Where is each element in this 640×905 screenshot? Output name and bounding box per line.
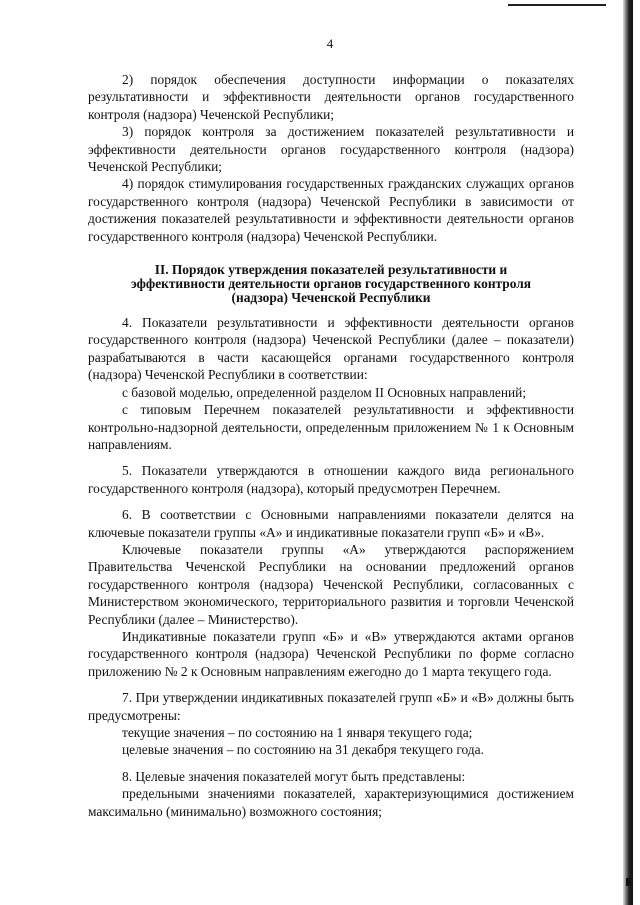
paragraph-4-item-2: с типовым Перечнем показателей результативности и эффективности контрольно-надзорной деятельности, определенным приложением № 1 к Основным направлениям.: [88, 402, 574, 452]
heading-line: эффективности деятельности органов государственного контроля: [130, 276, 532, 292]
paragraph-4: 4. Показатели результативности и эффективности деятельности органов государственного контроля (надзора) Чеченской Республики (далее – показатели) разрабатываются в части касающейся органами государственного контроля (надзора) Чеченской Республики в соответствии:: [88, 315, 574, 383]
page-number: 4: [326, 36, 334, 51]
list-item-2: 2) порядок обеспечения доступности информации о показателях результативности и эффективности деятельности органов государственного контроля (надзора) Чеченской Республики;: [88, 72, 574, 122]
list-item-3: 3) порядок контроля за достижением показателей результативности и эффективности деятельности органов государственного контроля (надзора) Чеченской Республики;: [88, 124, 574, 175]
paragraph-8-limit-values: предельными значениями показателей, характеризующимися достижением максимально (минимально) возможного состояния;: [88, 786, 574, 819]
scan-artifact-dot: [626, 878, 631, 886]
paragraph-7: 7. При утверждении индикативных показателей групп «Б» и «В» должны быть предусмотрены:: [88, 690, 574, 723]
paragraph-4-item-1: с базовой моделью, определенной разделом II Основных направлений;: [122, 384, 527, 400]
paragraph-7-target-values: целевые значения – по состоянию на 31 декабря текущего года.: [122, 742, 484, 758]
list-item-4: 4) порядок стимулирования государственных гражданских служащих органов государственного контроля (надзора) Чеченской Республики в зависимости от достижения показателей результативности и эффективности деятельности органов государственного контроля (надзора) Чеченской Республики.: [88, 176, 574, 244]
paragraph-5: 5. Показатели утверждаются в отношении каждого вида регионального государственного контроля (надзора), который предусмотрен Перечнем.: [88, 463, 574, 496]
document-body: [88, 71, 574, 820]
heading-line: II. Порядок утверждения показателей результативности и: [154, 262, 508, 278]
scan-artifact-line: [508, 4, 606, 6]
paragraph-6-key-indicators: Ключевые показатели группы «А» утверждаются распоряжением Правительства Чеченской Республики на основании предложений органов государственного контроля (надзора) Чеченской Республики, согласованных с Министерством экономического, территориального развития и торговли Чеченской Республики (далее – Министерство).: [88, 541, 574, 627]
paragraph-6: 6. В соответствии с Основными направлениями показатели делятся на ключевые показатели группы «А» и индикативные показатели групп «Б» и «В».: [88, 507, 574, 540]
section-heading: [88, 263, 574, 305]
scan-artifact-edge: [623, 0, 633, 905]
paragraph-7-current-values: текущие значения – по состоянию на 1 января текущего года;: [122, 725, 473, 740]
paragraph-8: 8. Целевые значения показателей могут быть представлены:: [122, 768, 466, 784]
paragraph-6-indicative-indicators: Индикативные показатели групп «Б» и «В» утверждаются актами органов государственного контроля (надзора) Чеченской Республики по форме согласно приложению № 2 к Основным направлениям ежегодно до 1 марта текущего года.: [88, 628, 574, 679]
heading-line: (надзора) Чеченской Республики: [231, 290, 431, 306]
